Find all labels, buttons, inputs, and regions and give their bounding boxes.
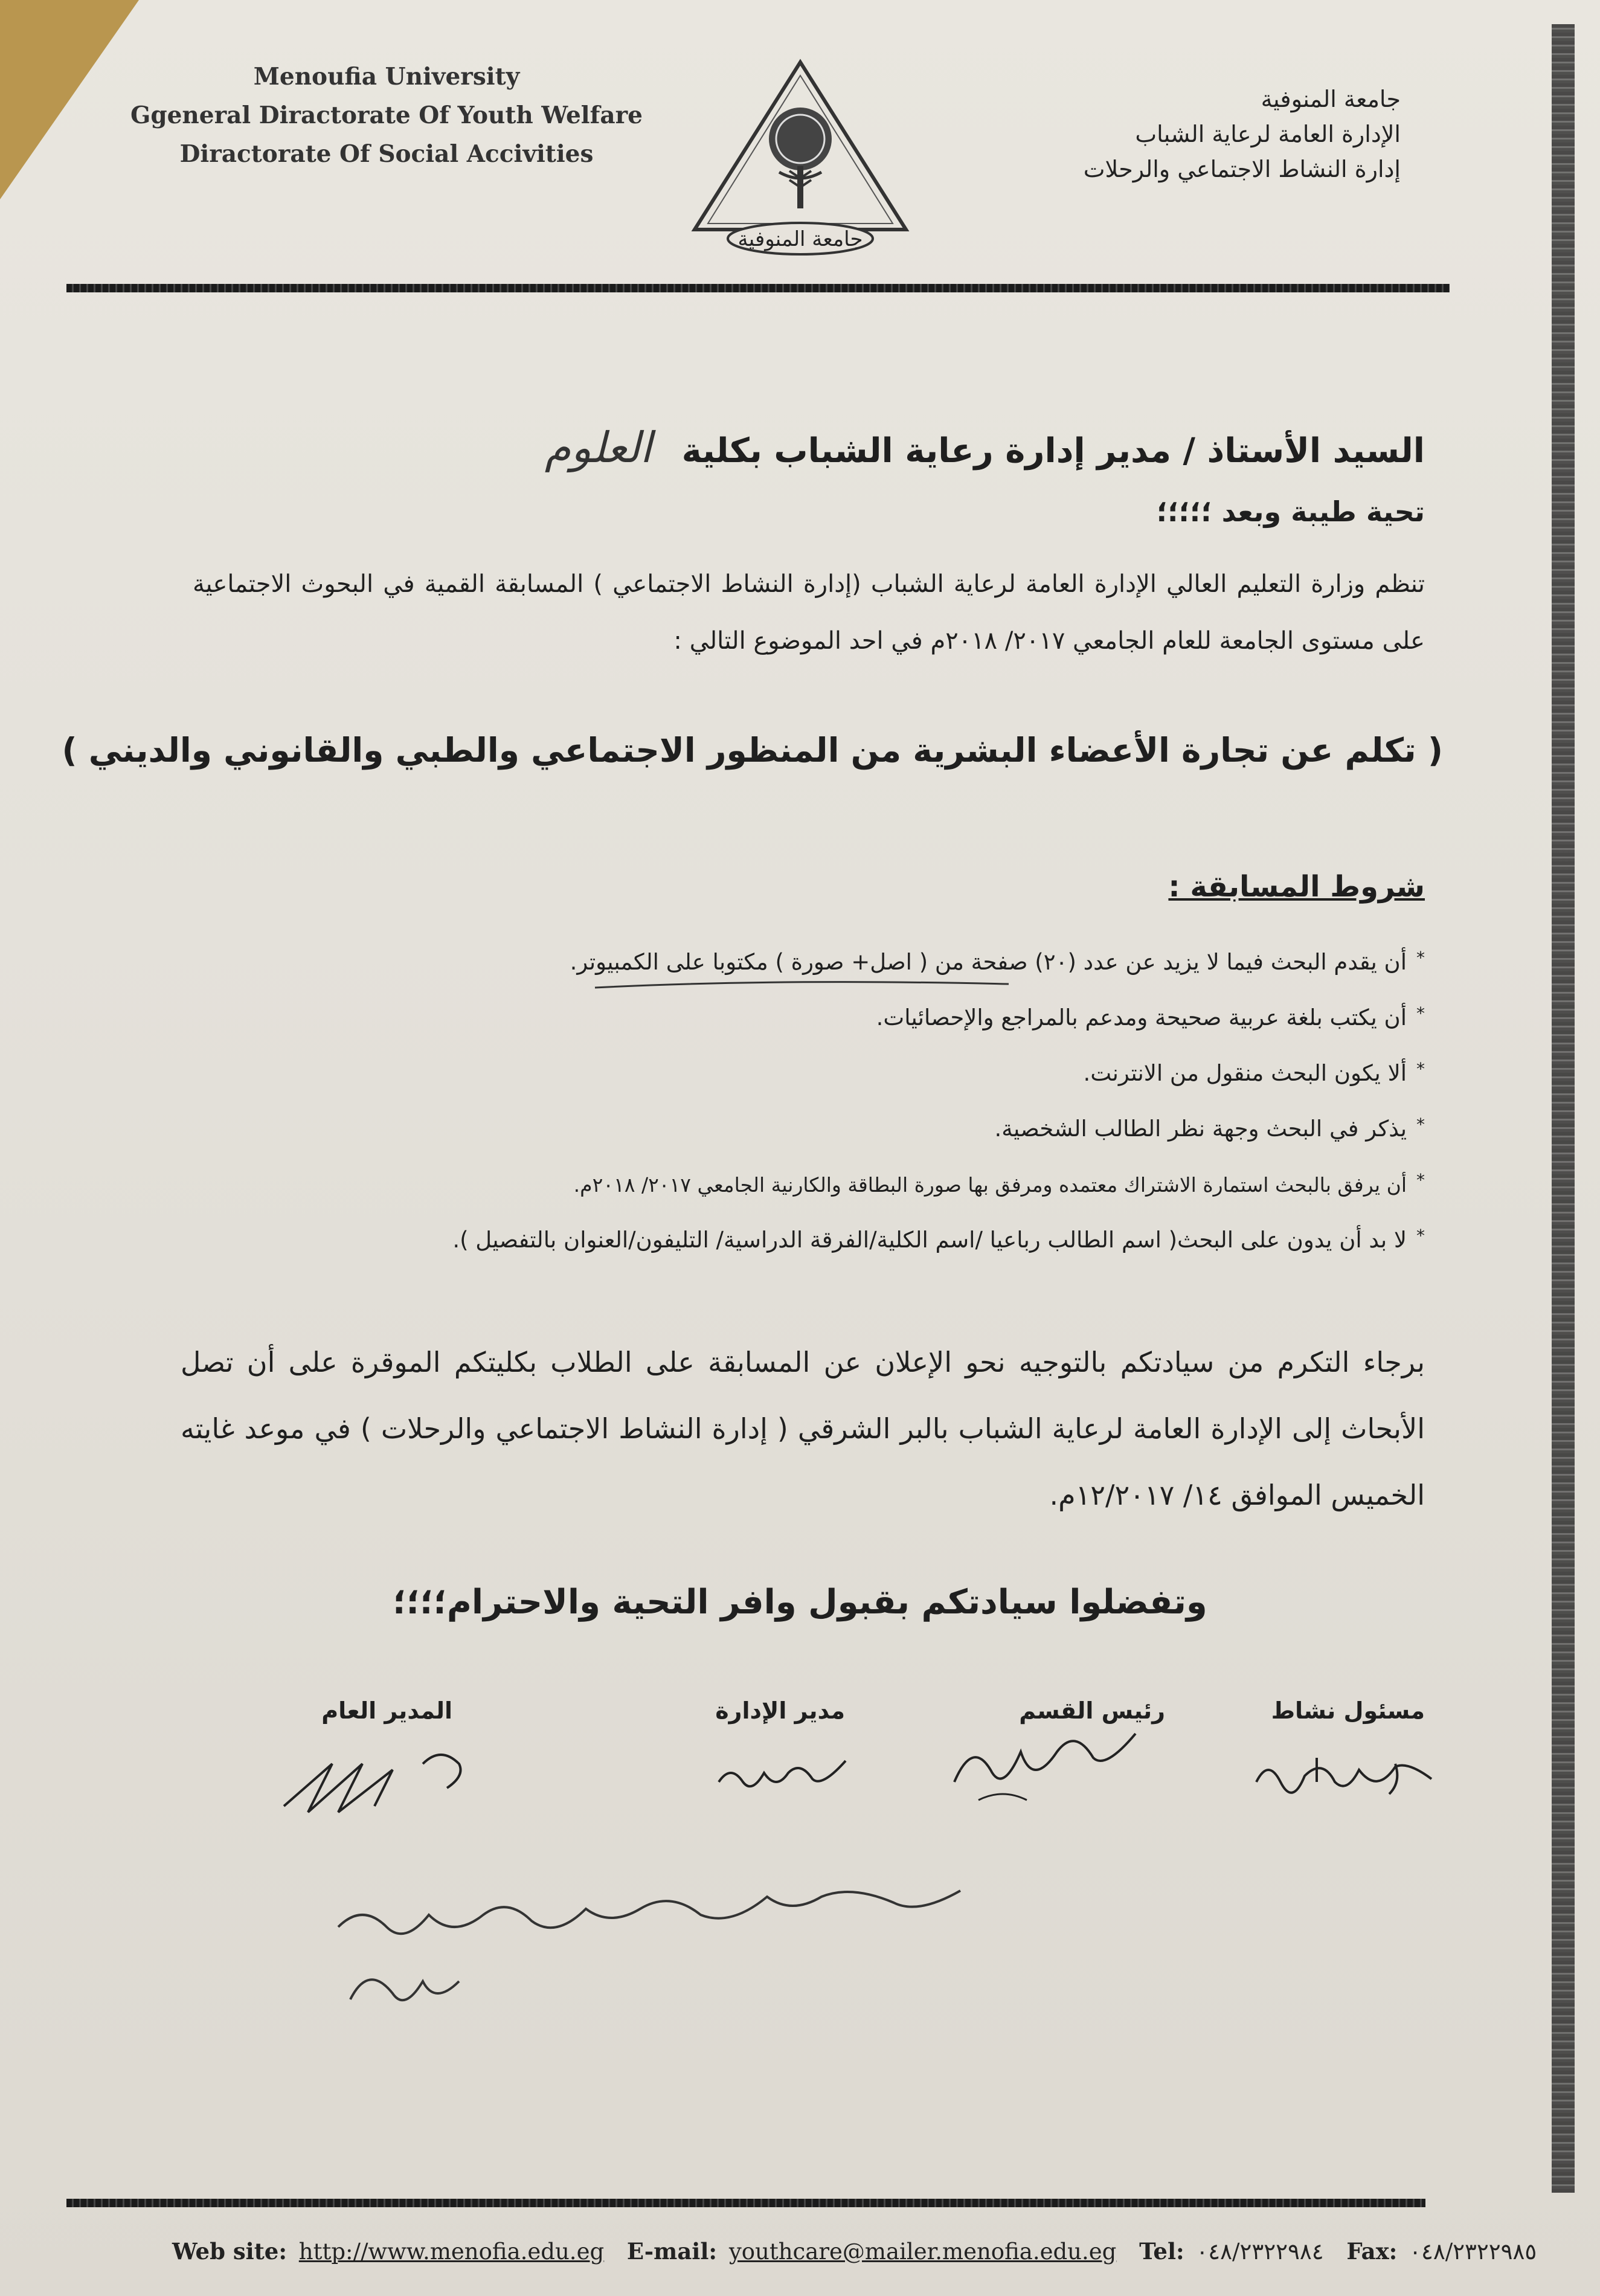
salutation-line	[545, 423, 1425, 472]
website-link[interactable]: http://www.menofia.edu.eg	[298, 2239, 605, 2265]
closing-line: وتفضلوا سيادتكم بقبول وافر التحية والاحترام؛؛؛؛	[393, 1583, 1207, 1622]
university-name-en: Menoufia University	[253, 63, 520, 91]
request-paragraph: برجاء التكرم من سيادتكم بالتوجيه نحو الإعلان عن المسابقة على الطلاب بكليتكم الموقرة على أن تصل الأبحاث إلى الإدارة العامة لرعاية الشباب بالبر الشرقي ( إدارة النشاط الاجتماعي والرحلات ) في موعد غايته الخميس الموافق ١٤/ ١٢/٢٠١٧م.	[181, 1346, 1425, 1511]
condition-item: *أن يقدم البحث فيما لا يزيد عن عدد (٢٠) صفحة من ( اصل+ صورة ) مكتوبا على الكمبيوتر.	[570, 948, 1425, 975]
intro-paragraph: تنظم وزارة التعليم العالي الإدارة العامة لرعاية الشباب (إدارة النشاط الاجتماعي ) المسابقة القمية في البحوث الاجتماعية على مستوى الجامعة للعام الجامعي ٢٠١٧/ ٢٠١٨م في احد الموضوع التالي :	[193, 570, 1425, 655]
header-rule	[66, 284, 1450, 292]
signature-label-administration-director: مدير الإدارة	[715, 1697, 845, 1724]
handwritten-faculty: العلوم	[544, 423, 652, 472]
condition-item: *أن يكتب بلغة عربية صحيحة ومدعم بالمراجع والإحصائيات.	[876, 1003, 1425, 1031]
sub-directorate-name-en: Diractorate Of Social Accivities	[179, 140, 594, 168]
signature-administration-director	[713, 1752, 852, 1800]
handwritten-underline	[592, 976, 1015, 994]
handwritten-annotation	[326, 1885, 1160, 2042]
condition-item: *ألا يكون البحث منقول من الانترنت.	[1083, 1059, 1425, 1086]
university-logo	[689, 57, 912, 257]
signature-general-director	[278, 1740, 483, 1830]
arabic-letterhead	[978, 82, 1401, 187]
condition-item: *أن يرفق بالبحث استمارة الاشتراك معتمده ومرفق بها صورة البطاقة والكارنية الجامعي ٢٠١٧/ ٢٠١٨م.	[573, 1170, 1425, 1197]
research-topic: ( تكلم عن تجارة الأعضاء البشرية من المنظور الاجتماعي والطبي والقانوني والديني )	[62, 731, 1443, 770]
fax-number: ٠٤٨/٢٣٢٢٩٨٥	[1409, 2239, 1537, 2265]
condition-item: *يذكر في البحث وجهة نظر الطالب الشخصية.	[994, 1114, 1425, 1142]
condition-item: *لا بد أن يدون على البحث( اسم الطالب رباعيا /اسم الكلية/الفرقة الدراسية/ التليفون/العنوان بالتفصيل ).	[452, 1226, 1425, 1253]
email-link[interactable]: youthcare@mailer.menofia.edu.eg	[728, 2239, 1117, 2265]
greeting: تحية طيبة وبعد ؛؛؛؛؛	[1156, 495, 1425, 528]
website-label: Web site:	[172, 2238, 288, 2265]
conditions-title: شروط المسابقة :	[1168, 870, 1425, 904]
english-letterhead	[109, 57, 664, 173]
sub-directorate-name-ar: إدارة النشاط الاجتماعي والرحلات	[1083, 156, 1401, 182]
salutation: السيد الأستاذ / مدير إدارة رعاية الشباب بكلية	[681, 431, 1425, 471]
signature-activity-officer	[1244, 1740, 1450, 1806]
fax-label: Fax:	[1346, 2238, 1398, 2265]
tel-number: ٠٤٨/٢٣٢٢٩٨٤	[1196, 2239, 1324, 2265]
signature-label-department-head: رئيس القسم	[1019, 1697, 1165, 1724]
directorate-name-en: Ggeneral Diractorate Of Youth Welfare	[130, 101, 643, 129]
tel-label: Tel:	[1139, 2238, 1184, 2265]
logo-caption: جامعة المنوفية	[737, 227, 863, 251]
signature-label-activity-officer: مسئول نشاط	[1271, 1697, 1425, 1724]
directorate-name-ar: الإدارة العامة لرعاية الشباب	[1135, 121, 1401, 147]
scan-edge-border	[1552, 24, 1575, 2193]
footer-contact	[172, 2238, 1552, 2265]
footer-rule	[66, 2199, 1425, 2207]
signature-department-head	[942, 1728, 1148, 1812]
university-name-ar: جامعة المنوفية	[1261, 86, 1401, 112]
signature-label-general-director: المدير العام	[321, 1697, 452, 1724]
email-label: E-mail:	[626, 2238, 718, 2265]
